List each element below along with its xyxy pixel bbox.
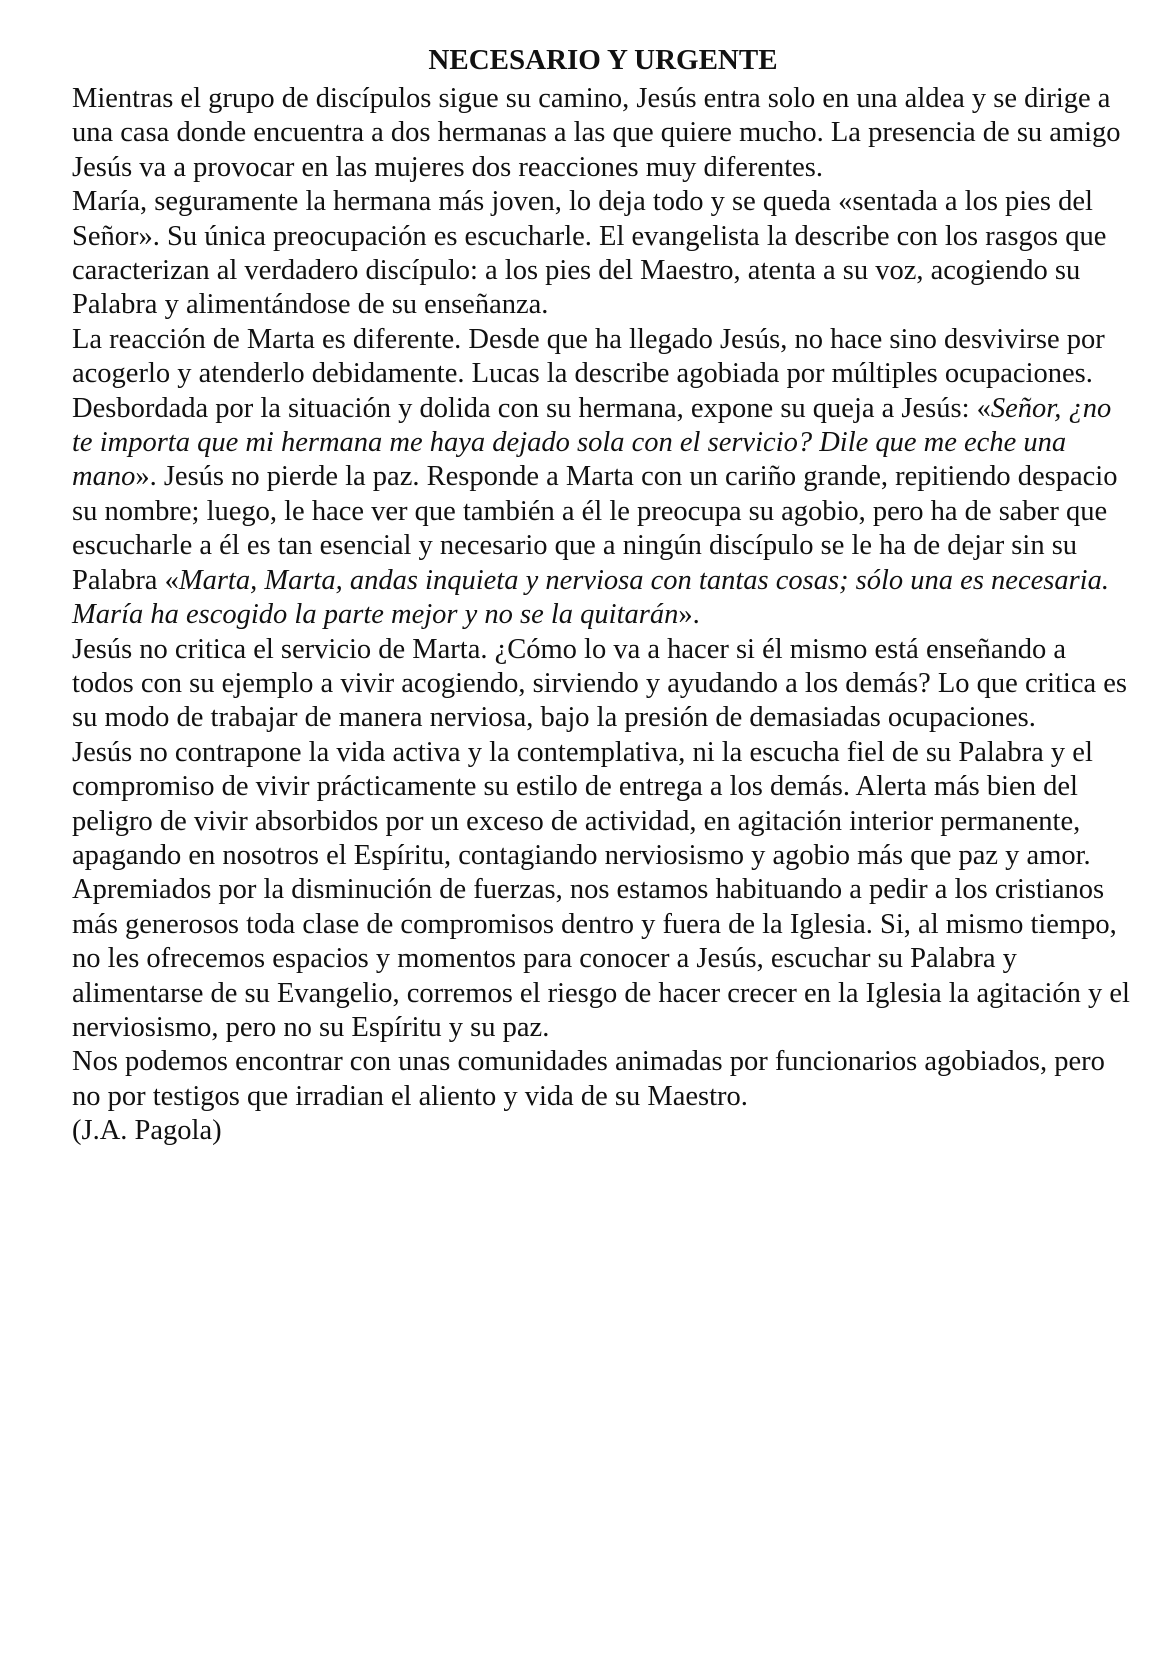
- paragraph-vida-activa: Jesús no contrapone la vida activa y la contemplativa, ni la escucha fiel de su Palabra y el compromiso de vivir prácticamente su estilo de entrega a los demás. Alerta más bien del peligro de vivir absorbidos por un exceso de actividad, en agitación interior permanente, apagando en nosotros el Espíritu, contagiando nerviosismo y agobio más que paz y amor.: [72, 736, 1093, 871]
- marta-quote: Señor, ¿no te importa que mi hermana me haya dejado sola con el servicio? Dile que me eche una mano: [72, 392, 1112, 493]
- paragraph-marta-text-1: La reacción de Marta es diferente. Desde que ha llegado Jesús, no hace sino desvivirse por acogerlo y atenderlo debidamente. Lucas la describe agobiada por múltiples ocupaciones. Desbordada por la situación y dolida con su hermana, expone su queja a Jesús: «: [72, 323, 1105, 424]
- paragraph-marta: [72, 323, 1134, 633]
- document-title: NECESARIO Y URGENTE: [428, 44, 778, 76]
- paragraph-servicio: Jesús no critica el servicio de Marta. ¿Cómo lo va a hacer si él mismo está enseñando a todos con su ejemplo a vivir acogiendo, sirviendo y ayudando a los demás? Lo que critica es su modo de trabajar de manera nerviosa, bajo la presión de demasiadas ocupaciones.: [72, 633, 1128, 734]
- paragraph-maria: María, seguramente la hermana más joven, lo deja todo y se queda «sentada a los pies del Señor». Su única preocupación es escucharle. El evangelista la describe con los rasgos que caracterizan al verdadero discípulo: a los pies del Maestro, atenta a su voz, acogiendo su Palabra y alimentándose de su enseñanza.: [72, 186, 1107, 321]
- document-page: [72, 42, 1134, 1149]
- paragraph-comunidades: Nos podemos encontrar con unas comunidades animadas por funcionarios agobiados, pero no por testigos que irradian el aliento y vida de su Maestro.: [72, 1046, 1105, 1112]
- paragraph-intro: Mientras el grupo de discípulos sigue su camino, Jesús entra solo en una aldea y se dirige a una casa donde encuentra a dos hermanas a las que quiere mucho. La presencia de su amigo Jesús va a provocar en las mujeres dos reacciones muy diferentes.: [72, 83, 1121, 183]
- jesus-quote: Marta, Marta, andas inquieta y nerviosa con tantas cosas; sólo una es necesaria. María ha escogido la parte mejor y no se la quitarán: [72, 564, 1109, 631]
- author-signature: (J.A. Pagola): [72, 1115, 222, 1147]
- paragraph-marta-text-3: ».: [678, 599, 700, 631]
- paragraph-iglesia: Apremiados por la disminución de fuerzas, nos estamos habituando a pedir a los cristianos más generosos toda clase de compromisos dentro y fuera de la Iglesia. Si, al mismo tiempo, no les ofrecemos espacios y momentos para conocer a Jesús, escuchar su Palabra y alimentarse de su Evangelio, corremos el riesgo de hacer crecer en la Iglesia la agitación y el nerviosismo, pero no su Espíritu y su paz.: [72, 874, 1130, 1043]
- paragraph-marta-text-2: ». Jesús no pierde la paz. Responde a Marta con un cariño grande, repitiendo despacio su nombre; luego, le hace ver que también a él le preocupa su agobio, pero ha de saber que escucharle a él es tan esencial y necesario que a ningún discípulo se le ha de dejar sin su Palabra «: [72, 461, 1118, 596]
